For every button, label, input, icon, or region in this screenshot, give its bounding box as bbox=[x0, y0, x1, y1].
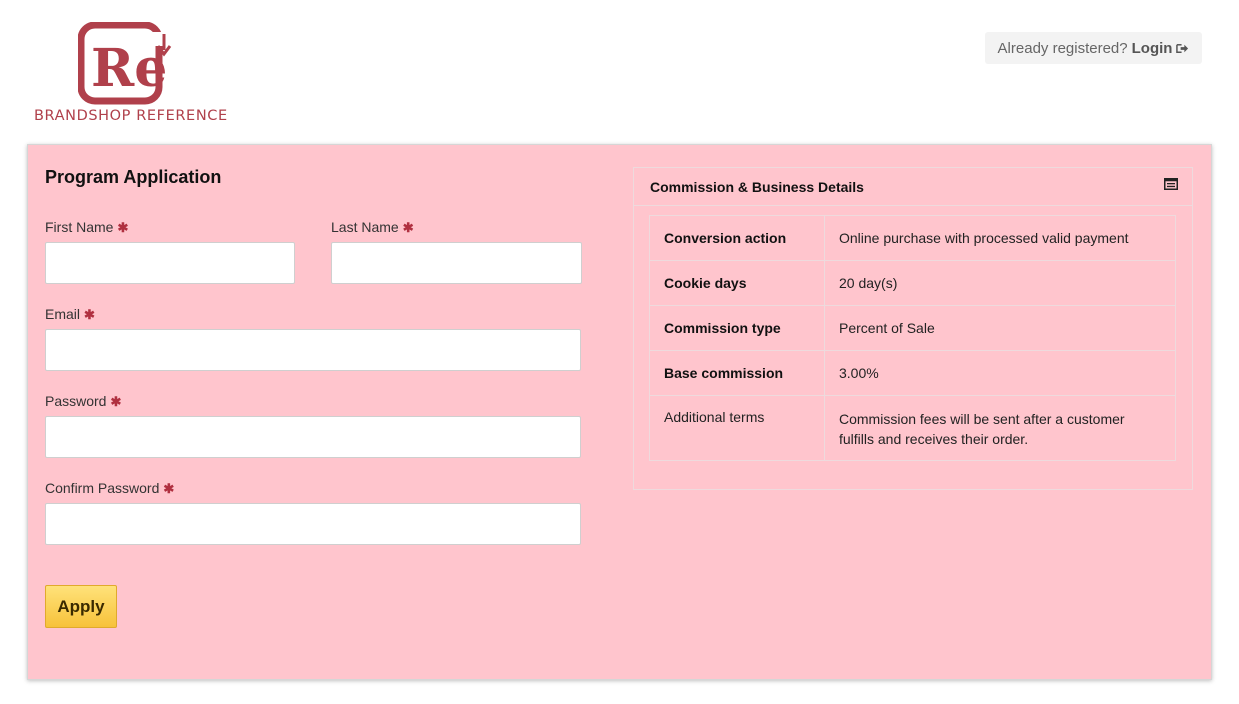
login-link-label: Login bbox=[1131, 39, 1173, 57]
detail-value: Percent of Sale bbox=[825, 306, 1176, 351]
required-asterisk-icon: ✱ bbox=[117, 220, 129, 235]
last-name-label-text: Last Name bbox=[331, 219, 399, 235]
sign-in-icon bbox=[1176, 42, 1189, 55]
commission-details-table bbox=[649, 215, 1176, 461]
required-asterisk-icon: ✱ bbox=[84, 307, 95, 322]
detail-value: Commission fees will be sent after a customer fulfills and receives their order. bbox=[825, 396, 1176, 461]
first-name-label-text: First Name bbox=[45, 219, 114, 235]
required-asterisk-icon: ✱ bbox=[163, 481, 175, 496]
detail-value: Online purchase with processed valid payment bbox=[825, 216, 1176, 261]
form-title: Program Application bbox=[45, 167, 222, 187]
password-input[interactable] bbox=[45, 416, 581, 458]
detail-key: Cookie days bbox=[650, 261, 825, 306]
login-prompt-box bbox=[985, 32, 1202, 64]
detail-key: Additional terms bbox=[650, 396, 825, 461]
first-name-label bbox=[45, 219, 128, 236]
table-row bbox=[650, 351, 1176, 396]
confirm-password-input[interactable] bbox=[45, 503, 581, 545]
last-name-label bbox=[331, 219, 414, 236]
login-link[interactable] bbox=[1132, 40, 1190, 57]
commission-details-title: Commission & Business Details bbox=[650, 178, 864, 195]
apply-button[interactable]: Apply bbox=[45, 585, 117, 628]
table-row bbox=[650, 306, 1176, 351]
password-label-text: Password bbox=[45, 393, 107, 409]
table-row bbox=[650, 396, 1176, 461]
brand-logo-mark bbox=[78, 22, 178, 106]
detail-key: Base commission bbox=[650, 351, 825, 396]
confirm-password-label bbox=[45, 480, 174, 497]
detail-key: Commission type bbox=[650, 306, 825, 351]
confirm-password-label-text: Confirm Password bbox=[45, 480, 160, 496]
commission-details-header bbox=[634, 168, 1192, 206]
last-name-input[interactable] bbox=[331, 242, 582, 284]
application-panel bbox=[27, 144, 1212, 680]
table-row bbox=[650, 216, 1176, 261]
required-asterisk-icon: ✱ bbox=[402, 220, 414, 235]
brand-name: BRANDSHOP REFERENCE bbox=[34, 108, 228, 124]
login-prompt-text: Already registered? bbox=[997, 39, 1128, 57]
commission-details-box bbox=[633, 167, 1193, 490]
detail-key: Conversion action bbox=[650, 216, 825, 261]
password-label bbox=[45, 393, 121, 410]
table-row bbox=[650, 261, 1176, 306]
brand-mark-text: Re bbox=[91, 38, 168, 99]
first-name-input[interactable] bbox=[45, 242, 295, 284]
email-label bbox=[45, 306, 95, 323]
email-input[interactable] bbox=[45, 329, 581, 371]
detail-value: 20 day(s) bbox=[825, 261, 1176, 306]
detail-value: 3.00% bbox=[825, 351, 1176, 396]
list-icon[interactable] bbox=[1164, 178, 1178, 190]
brand-logo bbox=[34, 22, 234, 127]
required-asterisk-icon: ✱ bbox=[110, 394, 122, 409]
email-label-text: Email bbox=[45, 306, 81, 322]
